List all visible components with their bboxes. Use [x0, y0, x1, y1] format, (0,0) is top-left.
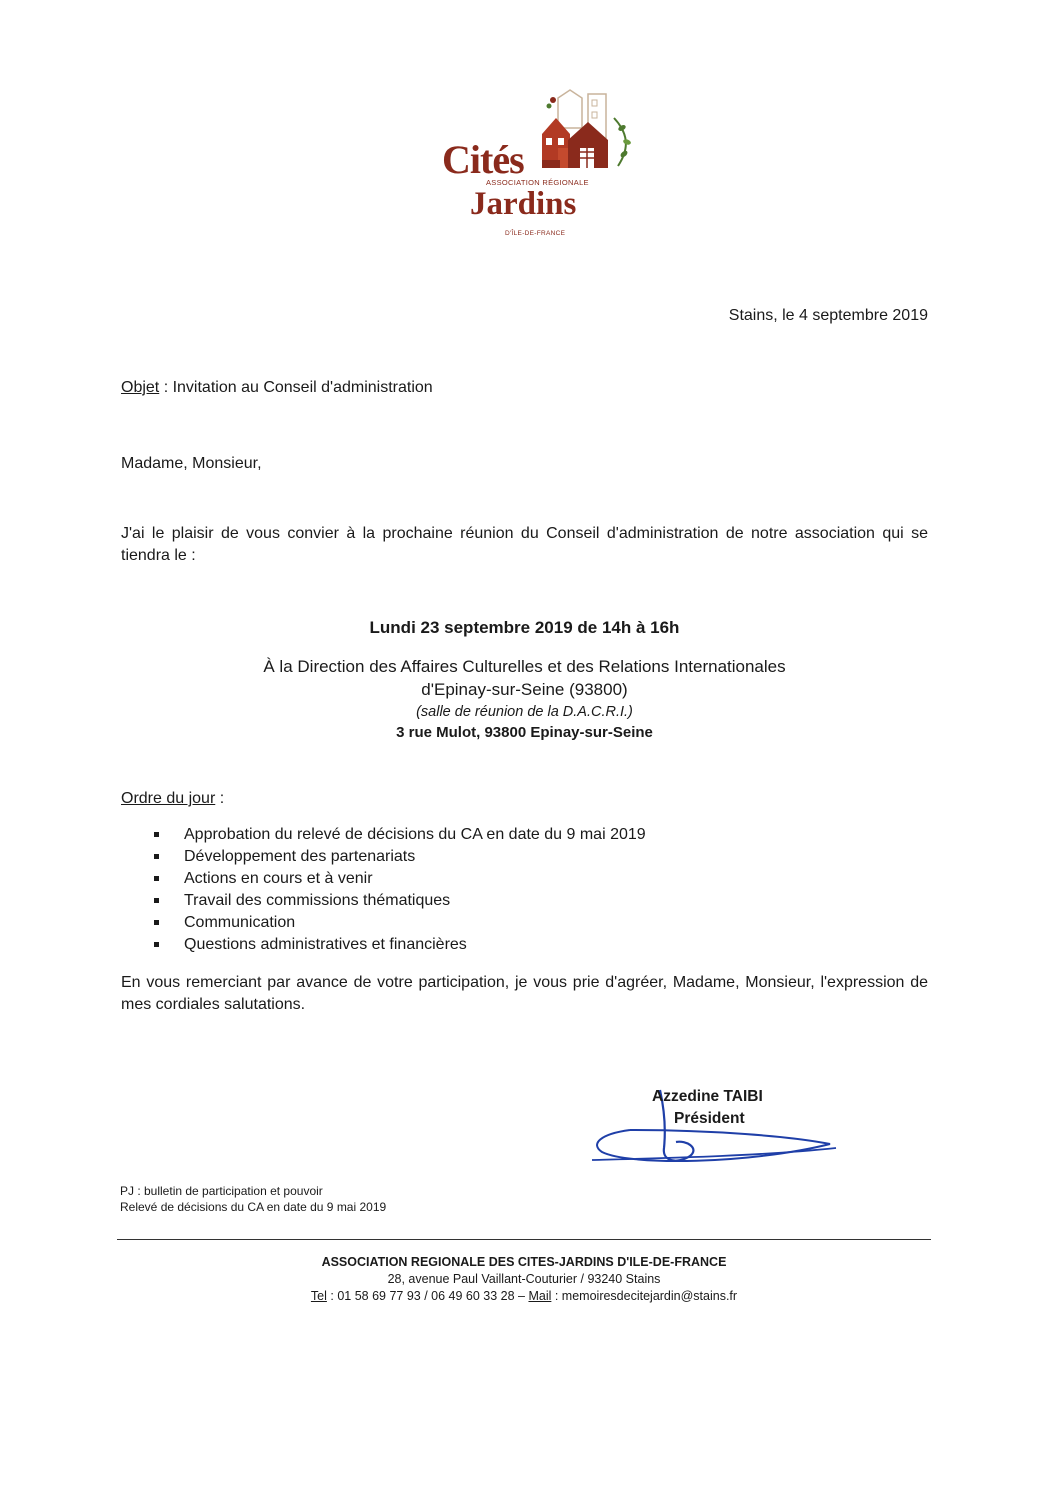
footer-contact: [117, 1288, 931, 1305]
subject-label: Objet: [121, 379, 160, 396]
meeting-date: Lundi 23 septembre 2019 de 14h à 16h: [369, 618, 680, 637]
agenda-heading-label: Ordre du jour: [121, 790, 216, 807]
closing-paragraph: En vous remerciant par avance de votre participation, je vous prie d'agréer, Madame, Monsieur, l'expression de mes cordiales salutations.: [121, 974, 928, 1013]
venue-address: 3 rue Mulot, 93800 Epinay-sur-Seine: [396, 724, 653, 741]
bullet-icon: [154, 898, 159, 903]
logo-cites-text: Cités: [442, 137, 524, 182]
intro-paragraph: J'ai le plaisir de vous convier à la prochaine réunion du Conseil d'administration de notre association qui se tiendra le :: [121, 525, 928, 564]
agenda-list: [150, 824, 646, 956]
salutation: Madame, Monsieur,: [121, 455, 262, 472]
agenda-item-text: Questions administratives et financières: [184, 936, 467, 953]
bullet-icon: [154, 854, 159, 859]
signatory-name: Azzedine TAIBI: [652, 1088, 763, 1105]
footer-tel-value: : 01 58 69 77 93 / 06 49 60 33 28 –: [326, 1289, 529, 1303]
agenda-item: [150, 934, 646, 956]
venue-line-1: À la Direction des Affaires Culturelles et des Relations Internationales: [263, 657, 786, 676]
agenda-item-text: Développement des partenariats: [184, 848, 416, 865]
logo-association-text: ASSOCIATION RÉGIONALE: [486, 178, 589, 187]
footer-mail-label: Mail: [528, 1289, 552, 1303]
agenda-item: [150, 912, 646, 934]
letter-date: Stains, le 4 septembre 2019: [728, 307, 928, 324]
agenda-item-text: Communication: [184, 914, 296, 931]
attachment-line: Relevé de décisions du CA en date du 9 mai 2019: [120, 1200, 387, 1214]
footer-mail-value: : memoiresdecitejardin@stains.fr: [551, 1289, 738, 1303]
footer-org-name: ASSOCIATION REGIONALE DES CITES-JARDINS D'ILE-DE-FRANCE: [321, 1255, 727, 1269]
agenda-item-text: Travail des commissions thématiques: [184, 892, 451, 909]
signatory-title: Président: [674, 1110, 745, 1127]
bullet-icon: [154, 942, 159, 947]
agenda-item: [150, 868, 646, 890]
agenda-item: [150, 846, 646, 868]
agenda-item: [150, 890, 646, 912]
footer-tel-label: Tel: [310, 1289, 327, 1303]
agenda-item: [150, 824, 646, 846]
footer-divider: [117, 1239, 931, 1240]
agenda-item-text: Approbation du relevé de décisions du CA en date du 9 mai 2019: [184, 826, 646, 843]
venue-line-2: d'Epinay-sur-Seine (93800): [421, 680, 628, 699]
subject-text: : Invitation au Conseil d'administration: [159, 379, 433, 396]
footer-address: 28, avenue Paul Vaillant-Couturier / 93240 Stains: [387, 1272, 661, 1286]
agenda-heading-suffix: :: [215, 790, 225, 807]
logo-jardins-text: Jardins: [470, 186, 577, 222]
bullet-icon: [154, 832, 159, 837]
attachment-line: PJ : bulletin de participation et pouvoir: [120, 1184, 323, 1198]
attachments-note: [120, 1183, 386, 1215]
bullet-icon: [154, 876, 159, 881]
agenda-item-text: Actions en cours et à venir: [184, 870, 373, 887]
agenda-heading: [121, 788, 224, 810]
bullet-icon: [154, 920, 159, 925]
venue-room: (salle de réunion de la D.A.C.R.I.): [416, 704, 633, 720]
logo-region-text: D'ÎLE-DE-FRANCE: [505, 230, 566, 237]
subject-line: [121, 377, 433, 399]
